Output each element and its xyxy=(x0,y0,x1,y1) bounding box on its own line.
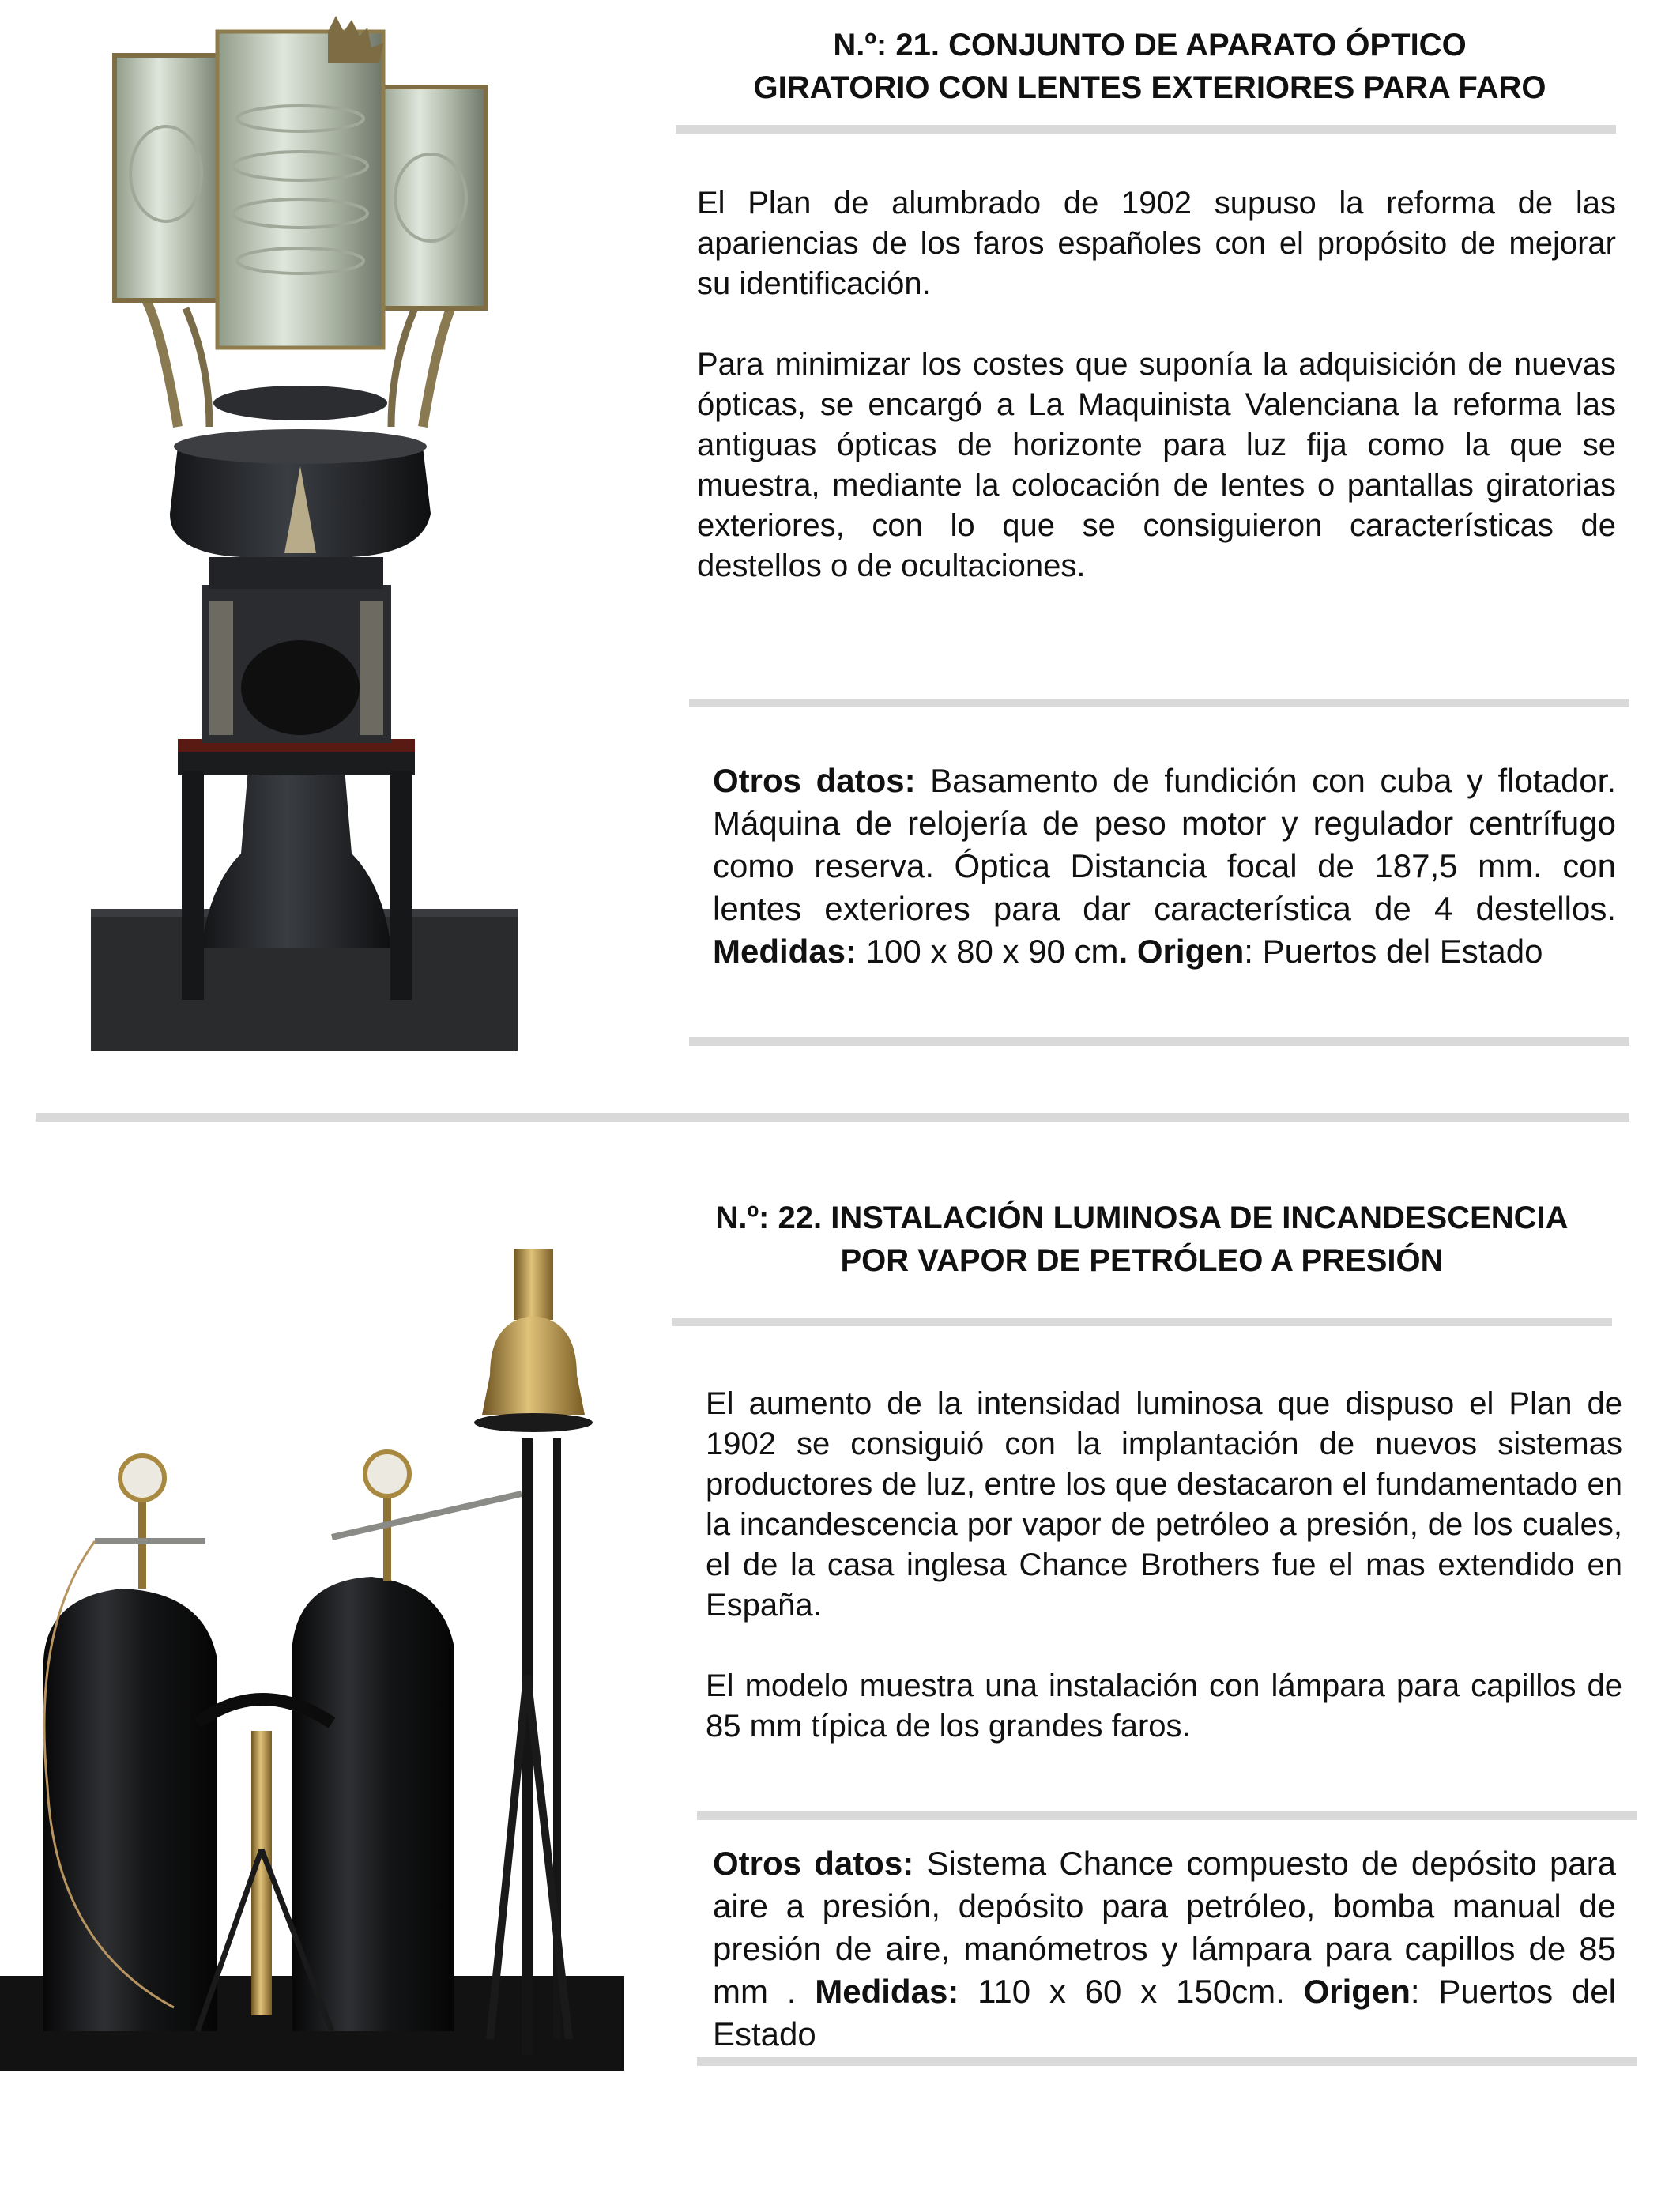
item22-otros-datos xyxy=(713,1842,1616,2056)
item21-period: . xyxy=(1118,933,1128,970)
item22-otros-text: Sistema Chance compuesto de depósito para aire a presión, depósito para petróleo, bomba manual de presión de aire, manómetros y lámpara para capillos de 85 mm . xyxy=(713,1845,1617,2010)
item22-medidas-label: Medidas: xyxy=(815,1973,959,2010)
item21-origen-text: : Puertos del Estado xyxy=(1244,933,1543,970)
item22-origen-label: Origen xyxy=(1303,1973,1411,2010)
item22-description xyxy=(706,1384,1622,1747)
lighthouse-optic-photo xyxy=(91,0,518,1051)
item21-title-divider xyxy=(676,125,1616,134)
item22-origen-text: : Puertos del Estado xyxy=(713,1973,1616,2053)
item22-title-line2: POR VAPOR DE PETRÓLEO A PRESIÓN xyxy=(840,1243,1444,1278)
item22-otros-label: Otros datos: xyxy=(713,1845,914,1882)
item21-medidas-text: 100 x 80 x 90 cm xyxy=(857,933,1119,970)
item21-medidas-label: Medidas: xyxy=(713,933,857,970)
item21-title xyxy=(680,24,1620,109)
item21-origen-label: Origen xyxy=(1136,933,1245,970)
petroleum-lamp-installation-photo xyxy=(0,1233,624,2071)
item22-medidas-text: 110 x 60 x 150cm. xyxy=(959,1973,1304,2010)
item21-description-divider xyxy=(689,699,1629,707)
item22-bottom-divider xyxy=(697,2057,1637,2066)
item21-title-line1: N.º: 21. CONJUNTO DE APARATO ÓPTICO xyxy=(833,28,1467,62)
section-separator xyxy=(36,1113,1629,1122)
item22-title xyxy=(672,1197,1612,1282)
item22-paragraph1: El aumento de la intensidad luminosa que dispuso el Plan de 1902 se consiguió con la implantación de nuevos sistemas productores de luz, entre los que destacaron el fundamentado en la incandescencia por vapor de petróleo a presión, de los cuales, el de la casa inglesa Chance Brothers fue el mas extendido en España. xyxy=(706,1386,1622,1623)
item21-title-line2: GIRATORIO CON LENTES EXTERIORES PARA FARO xyxy=(753,70,1546,105)
item21-bottom-divider xyxy=(689,1037,1629,1046)
item21-otros-datos xyxy=(713,760,1616,973)
item21-paragraph2: Para minimizar los costes que suponía la adquisición de nuevas ópticas, se encargó a La Maquinista Valenciana la reforma las antiguas ópticas de horizonte para luz fija como la que se muestra, mediante la colocación de lentes o pantallas giratorias exteriores, con lo que se consiguieron características de destellos o de ocultaciones. xyxy=(697,347,1616,583)
item21-description xyxy=(697,183,1616,586)
item21-otros-text: Basamento de fundición con cuba y flotador. Máquina de relojería de peso motor y regulador centrífugo como reserva. Óptica Distancia focal de 187,5 mm. con lentes exteriores para dar característica de 4 destellos. xyxy=(713,762,1617,927)
item21-otros-label: Otros datos: xyxy=(713,762,916,799)
item22-paragraph2: El modelo muestra una instalación con lámpara para capillos de 85 mm típica de los grandes faros. xyxy=(706,1668,1622,1744)
item22-title-line1: N.º: 22. INSTALACIÓN LUMINOSA DE INCANDESCENCIA xyxy=(715,1201,1569,1235)
item21-paragraph1: El Plan de alumbrado de 1902 supuso la reforma de las apariencias de los faros españoles con el propósito de mejorar su identificación. xyxy=(697,186,1616,301)
item22-title-divider xyxy=(672,1318,1612,1326)
item22-description-divider xyxy=(697,1811,1637,1820)
